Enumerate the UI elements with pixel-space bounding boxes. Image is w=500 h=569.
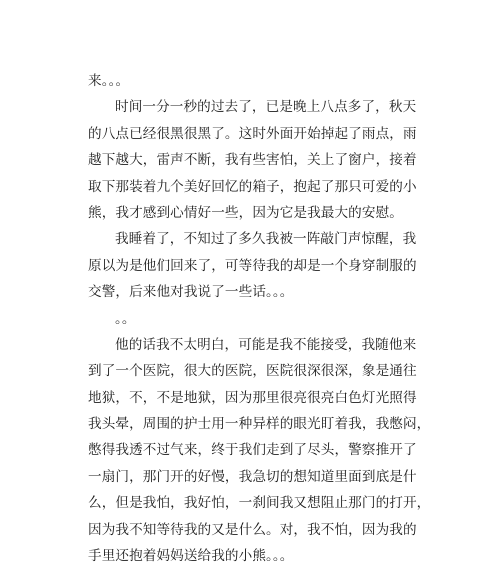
text-line: 的八点已经很黑很黑了。这时外面开始掉起了雨点，雨 — [88, 125, 417, 142]
text-line: 来。。。 — [88, 73, 130, 89]
text-line: 熊，我才感到心情好一些，因为它是我最大的安慰。 — [88, 204, 403, 221]
text-line: 手里还抱着妈妈送给我的小熊。。。 — [88, 548, 294, 565]
text-line: 么，但是我怕，我好怕，一刹间我又想阻止那门的打开， — [88, 495, 431, 512]
text-line: 到了一个医院，很大的医院，医院很深很深，象是通往 — [88, 363, 417, 380]
text-line: 我睡着了，不知过了多久我被一阵敲门声惊醒，我 — [115, 231, 417, 248]
text-line: 因为我不知等待我的又是什么。对，我不怕，因为我的 — [88, 521, 417, 538]
text-line: 越下越大，雷声不断，我有些害怕，关上了窗户，接着 — [88, 152, 417, 169]
text-line: 。。 — [115, 310, 136, 327]
text-line: 取下那装着九个美好回忆的箱子，抱起了那只可爱的小 — [88, 178, 417, 195]
text-line: 时间一分一秒的过去了，已是晚上八点多了，秋天 — [115, 99, 417, 116]
text-line: 一扇门，那门开的好慢，我急切的想知道里面到底是什 — [88, 468, 417, 485]
text-line: 交警，后来他对我说了一些话。。。 — [88, 284, 294, 301]
text-line: 憋得我透不过气来，终于我们走到了尽头，警察推开了 — [88, 442, 417, 459]
text-line: 他的话我不太明白，可能是我不能接受，我随他来 — [115, 336, 417, 353]
body-text — [88, 68, 431, 569]
text-line: 我头晕，周围的护士用一种异样的眼光盯着我，我憋闷， — [88, 416, 431, 433]
text-line: 原以为是他们回来了，可等待我的却是一个身穿制服的 — [88, 257, 417, 274]
text-line: 地狱，不，不是地狱，因为那里很亮很亮白色灯光照得 — [88, 389, 417, 406]
